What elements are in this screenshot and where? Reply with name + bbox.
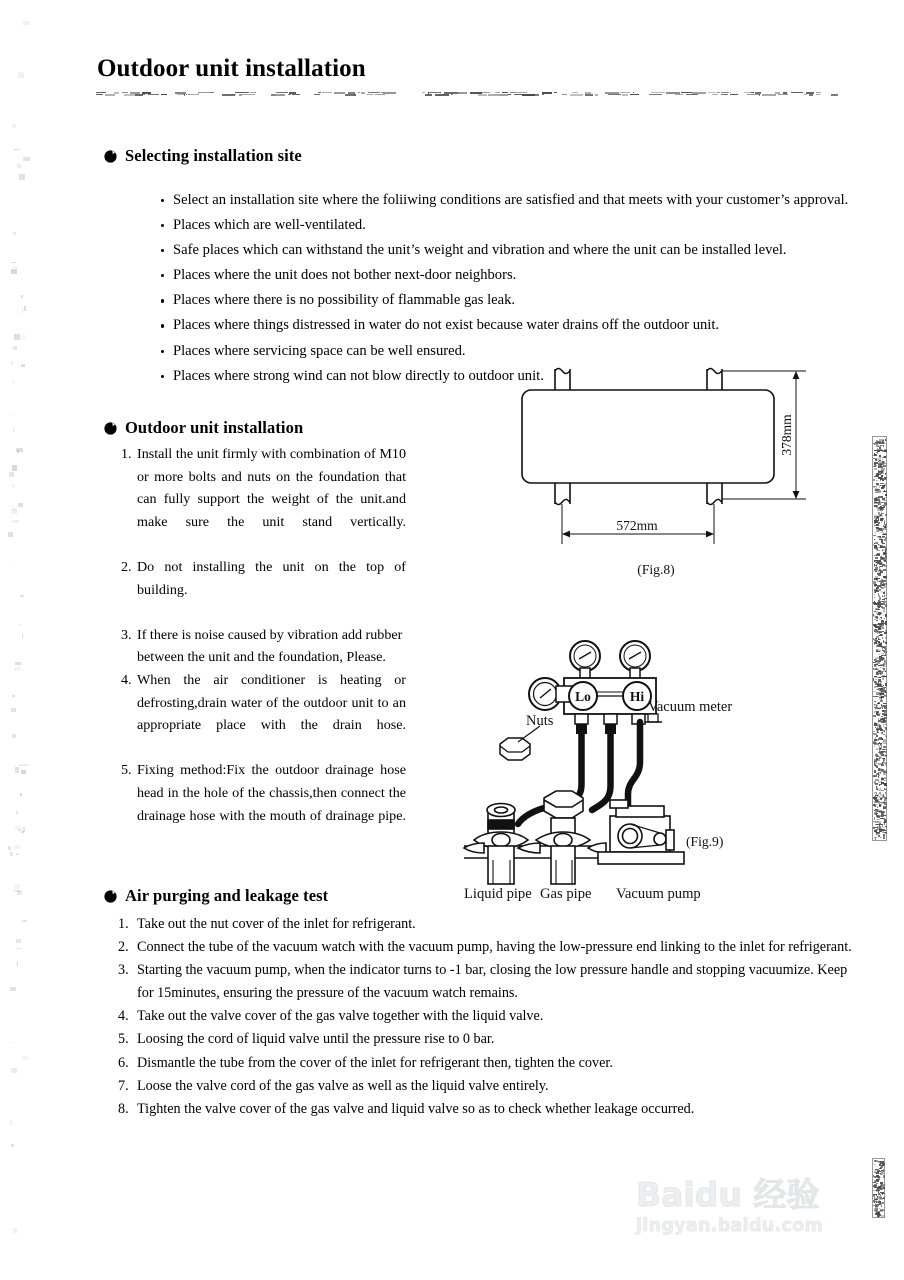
scan-speckle xyxy=(12,695,15,698)
list-item-text: When the air conditioner is heating or defrosting,drain water of the outdoor unit to an appropriate place with the drain hose. xyxy=(137,671,406,734)
list-item-number: 4. xyxy=(118,1008,129,1025)
scan-speckle xyxy=(9,1120,14,1124)
list-item-text: Do not installing the unit on the top of building. xyxy=(137,558,406,598)
list-item xyxy=(121,556,406,624)
list-item xyxy=(118,1098,862,1121)
scan-speckle xyxy=(9,566,13,567)
scan-speckle xyxy=(21,295,23,298)
list-item-text: Take out the nut cover of the inlet for refrigerant. xyxy=(137,916,416,932)
scan-speckle xyxy=(19,765,26,766)
list-item xyxy=(118,936,862,959)
list-item xyxy=(118,913,862,936)
installation-site-bullet-list xyxy=(120,188,900,389)
scan-speckle xyxy=(16,939,21,943)
fig9-vacuum-pump-label: Vacuum pump xyxy=(616,886,701,902)
fig9-nuts-label: Nuts xyxy=(526,713,554,729)
scan-speckle xyxy=(11,510,17,514)
fig8-width-dimension-label: 572mm xyxy=(616,518,658,533)
list-item: Places where strong wind can not blow directly to outdoor unit. xyxy=(160,364,900,389)
list-item-number: 3. xyxy=(118,962,129,979)
scan-speckle xyxy=(8,532,12,537)
scan-speckle xyxy=(22,1056,28,1060)
scan-speckle xyxy=(13,1228,17,1233)
list-item-text: If there is noise caused by vibration add rubber between the unit and the foundation, Please. xyxy=(137,626,403,666)
page-title: Outdoor unit installation xyxy=(97,55,366,82)
fig8-caption: (Fig.8) xyxy=(637,562,675,577)
figure-8-outdoor-unit-dimensions xyxy=(500,362,860,577)
list-item xyxy=(118,1075,862,1098)
list-item-number: 2. xyxy=(118,939,129,956)
list-item xyxy=(121,443,406,556)
list-item-number: 1. xyxy=(118,916,129,932)
scan-speckle xyxy=(20,793,23,796)
scan-speckle xyxy=(14,845,20,851)
scan-speckle xyxy=(13,346,17,350)
scan-speckle xyxy=(21,335,26,340)
scan-speckle xyxy=(22,920,27,922)
scan-speckle xyxy=(12,465,18,471)
scan-speckle xyxy=(11,1144,14,1147)
list-item: Places where servicing space can be well ensured. xyxy=(160,339,900,364)
scan-speckle xyxy=(17,164,20,169)
scan-speckle xyxy=(19,624,22,626)
scan-speckle xyxy=(19,174,25,180)
scan-speckle xyxy=(15,662,21,665)
list-item-text: Take out the valve cover of the gas valve together with the liquid valve. xyxy=(137,1008,544,1025)
list-item: Safe places which can withstand the unit’s weight and vibration and where the unit can be installed level. xyxy=(160,238,900,263)
scan-speckle xyxy=(14,667,21,672)
scan-speckle xyxy=(22,634,24,638)
scan-speckle xyxy=(22,309,23,313)
scan-speckle xyxy=(18,503,23,507)
list-item-number: 6. xyxy=(118,1054,129,1071)
list-item-text: Tighten the valve cover of the gas valve and liquid valve so as to check whether leakage occurred. xyxy=(137,1100,695,1117)
list-item-number: 7. xyxy=(118,1077,129,1094)
list-item xyxy=(118,1028,862,1051)
section-heading-outdoor-unit-installation xyxy=(104,418,303,438)
scan-speckle xyxy=(23,827,26,832)
scan-speckle xyxy=(18,72,25,78)
scan-speckle xyxy=(23,157,30,161)
list-item: Places where the unit does not bother next-door neighbors. xyxy=(160,263,900,288)
list-item: Places where things distressed in water do not exist because water drains off the outdoor unit. xyxy=(160,313,900,338)
list-item-text: Loosing the cord of liquid valve until the pressure rise to 0 bar. xyxy=(137,1031,495,1048)
section-heading-air-purging-and-leakage-test xyxy=(104,886,328,906)
scan-speckle xyxy=(14,149,20,151)
list-item xyxy=(121,669,406,759)
fig8-height-dimension-label: 378mm xyxy=(779,414,794,456)
watermark xyxy=(636,1176,866,1248)
list-item xyxy=(121,624,406,669)
scan-speckle xyxy=(23,21,30,25)
list-item-number: 5. xyxy=(118,1031,129,1048)
scan-speckle xyxy=(16,811,17,814)
list-item: Select an installation site where the foliiwing conditions are satisfied and that meets with your customer’s approval. xyxy=(160,188,900,213)
list-item-text: Loose the valve cord of the gas valve as well as the liquid valve entirely. xyxy=(137,1077,549,1094)
list-item-text: Install the unit firmly with combination of M10 or more bolts and nuts on the foundation that can fully support the weight of the unit.and make sure the unit stand vertically. xyxy=(137,446,406,530)
scan-speckle xyxy=(18,829,21,831)
section-heading-label: Selecting installation site xyxy=(125,146,302,165)
scan-speckle xyxy=(20,595,25,597)
moon-bullet-icon xyxy=(104,422,117,435)
scan-speckle xyxy=(11,708,16,712)
scan-edge-artifact xyxy=(872,436,887,841)
scan-speckle xyxy=(17,961,18,966)
scan-speckle xyxy=(11,361,12,365)
section-heading-label: Air purging and leakage test xyxy=(125,886,329,905)
section-heading-selecting-installation-site xyxy=(104,146,302,166)
scan-speckle xyxy=(12,734,16,738)
scan-speckle xyxy=(21,770,26,775)
scan-speckle xyxy=(15,767,18,773)
watermark-url: jingyan.baidu.com xyxy=(636,1216,824,1236)
scan-speckle xyxy=(17,890,23,895)
list-item-text: Starting the vacuum pump, when the indicator turns to -1 bar, closing the low pressure handle and stopping vacuumize. Keep for 15minutes, ensuring the pressure of the vacuum watch remains. xyxy=(137,962,848,1002)
scan-speckle xyxy=(13,484,15,487)
list-item-text: Fixing method:Fix the outdoor drainage hose head in the hole of the chassis,then connect the drainage hose with the mouth of drainage pipe. xyxy=(137,762,406,824)
scan-speckle xyxy=(17,947,18,950)
scan-speckle xyxy=(12,414,15,415)
scan-speckle xyxy=(21,364,25,368)
list-item-text: Dismantle the tube from the cover of the inlet for refrigerant then, tighten the cover. xyxy=(137,1054,613,1071)
list-item xyxy=(118,1005,862,1028)
watermark-brand: Baidu 经验 xyxy=(636,1175,820,1214)
scan-speckle xyxy=(14,884,21,889)
moon-bullet-icon xyxy=(104,890,117,903)
scan-speckle xyxy=(16,854,19,855)
list-item xyxy=(118,959,862,1005)
fig9-low-knob-label: Lo xyxy=(575,689,591,704)
scan-speckle xyxy=(13,428,15,432)
air-purging-steps-list xyxy=(118,913,862,1121)
scan-speckle xyxy=(13,267,17,269)
scan-edge-artifact-bottom xyxy=(872,1158,885,1218)
scan-speckle xyxy=(11,269,17,274)
list-item: Places where there is no possibility of flammable gas leak. xyxy=(160,288,900,313)
list-item-number: 8. xyxy=(118,1100,129,1117)
scan-speckle xyxy=(12,380,16,383)
scan-speckle xyxy=(10,852,13,857)
list-item xyxy=(121,759,406,849)
list-item-number: 1. xyxy=(121,446,132,462)
list-item-number: 2. xyxy=(121,558,132,575)
title-underline-rule xyxy=(96,92,838,99)
section-heading-label: Outdoor unit installation xyxy=(125,418,304,437)
scan-speckle xyxy=(13,232,17,235)
list-item-number: 5. xyxy=(121,762,132,779)
scan-speckle xyxy=(17,450,19,453)
fig9-gas-pipe-label: Gas pipe xyxy=(540,886,592,902)
scan-speckle xyxy=(10,987,16,991)
fig9-vacuum-meter-label: Vacuum meter xyxy=(648,699,733,715)
figure-9-air-purging-setup xyxy=(452,634,782,904)
list-item xyxy=(118,1052,862,1075)
fig9-caption: (Fig.9) xyxy=(686,834,724,849)
scan-speckle xyxy=(9,1042,14,1043)
scan-speckle xyxy=(24,306,27,311)
scan-speckle xyxy=(14,334,20,339)
list-item-text: Connect the tube of the vacuum watch with the vacuum pump, having the low-pressure end linking to the inlet for refrigerant. xyxy=(137,939,852,956)
scan-speckle xyxy=(11,262,16,264)
scan-speckle xyxy=(12,124,16,128)
list-item-number: 3. xyxy=(121,626,132,643)
list-item: Places which are well-ventilated. xyxy=(160,213,900,238)
fig9-high-knob-label: Hi xyxy=(629,689,645,704)
fig9-liquid-pipe-label: Liquid pipe xyxy=(464,886,532,902)
outdoor-unit-installation-steps xyxy=(121,443,406,850)
moon-bullet-icon xyxy=(104,150,117,163)
scan-speckle xyxy=(8,846,11,850)
list-item-number: 4. xyxy=(121,671,132,688)
scan-speckle xyxy=(12,520,19,523)
scan-speckle xyxy=(11,1068,17,1073)
scan-speckle xyxy=(9,472,14,478)
